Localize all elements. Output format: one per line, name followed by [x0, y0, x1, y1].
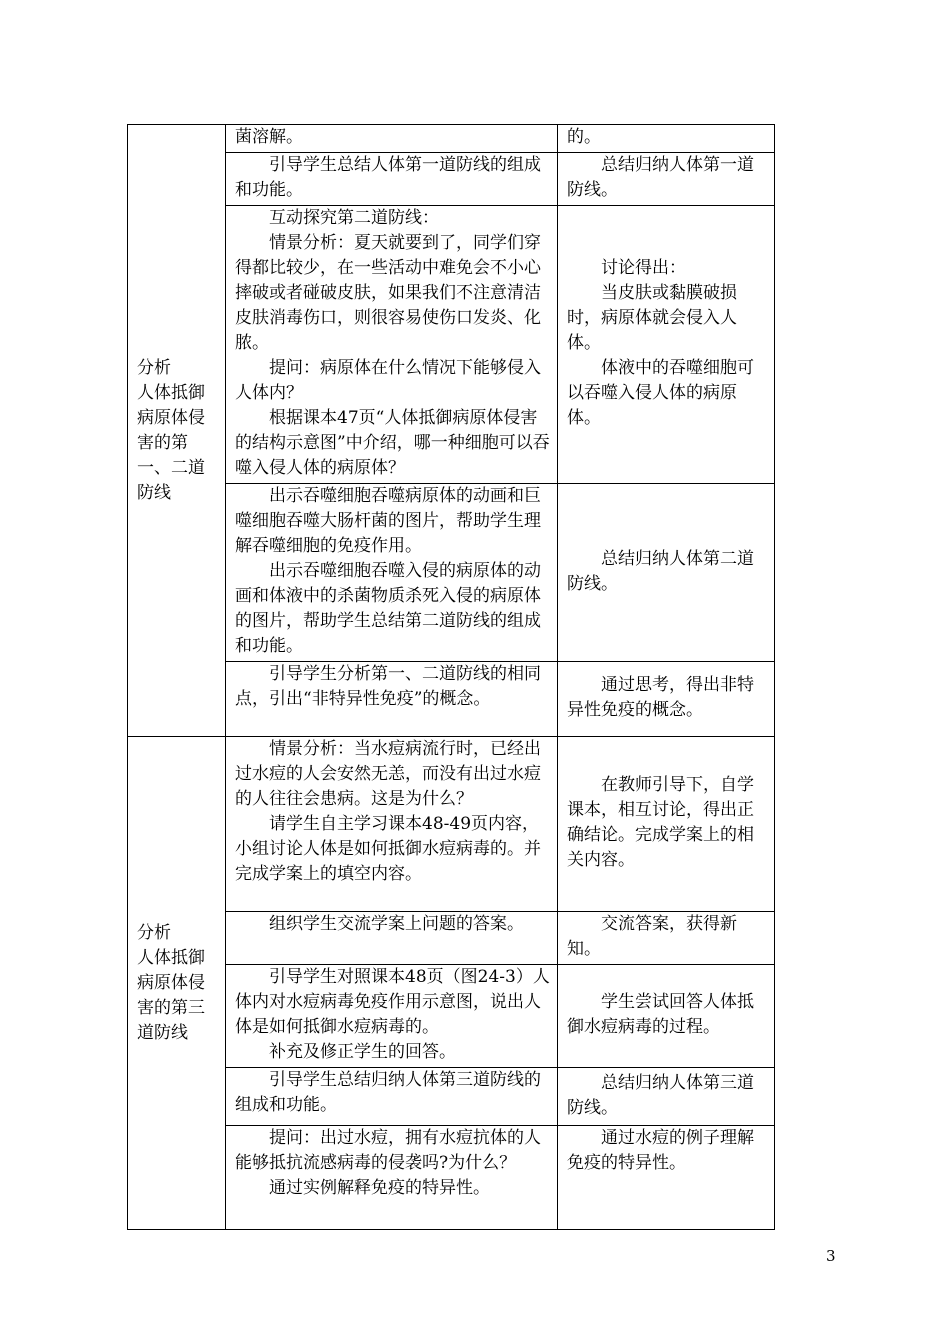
section-title: 分析 人体抵御 病原体侵 害的第三 道防线: [137, 922, 205, 1043]
teacher-activity-cell: [226, 662, 558, 737]
teacher-paragraph: 请学生自主学习课本48-49页内容，小组讨论人体是如何抵御水痘病毒的。并完成学案上的填空内容。: [235, 814, 541, 884]
teacher-paragraph: 情景分析：夏天就要到了，同学们穿得都比较少，在一些活动中难免会不小心摔破或者碰破皮肤，如果我们不注意清洁皮肤消毒伤口，则很容易使伤口发炎、化脓。: [235, 233, 541, 353]
student-activity-cell: [558, 965, 775, 1068]
teacher-paragraph: 组织学生交流学案上问题的答案。: [269, 914, 524, 934]
teacher-paragraph: 菌溶解。: [235, 127, 303, 147]
student-activity-cell: [558, 912, 775, 965]
student-paragraph: 总结归纳人体第一道防线。: [567, 155, 754, 200]
student-paragraph: 交流答案，获得新知。: [567, 914, 737, 959]
table-row: [128, 125, 775, 153]
student-paragraph: 的。: [567, 127, 601, 147]
student-activity-cell: [558, 1068, 775, 1126]
teacher-paragraph: 互动探究第二道防线：: [269, 208, 439, 228]
teacher-paragraph: 根据课本47页“人体抵御病原体侵害的结构示意图”中介绍，哪一种细胞可以吞噬入侵人体的病原体？: [235, 408, 550, 478]
teacher-paragraph: 补充及修正学生的回答。: [269, 1042, 456, 1062]
table-row: [128, 662, 775, 737]
student-paragraph: 学生尝试回答人体抵御水痘病毒的过程。: [567, 992, 754, 1037]
section-title: 分析 人体抵御 病原体侵 害的第 一、二道 防线: [137, 357, 205, 503]
teacher-paragraph: 引导学生总结归纳人体第三道防线的组成和功能。: [235, 1070, 541, 1115]
page-number: 3: [826, 1247, 836, 1265]
teacher-paragraph: 提问：出过水痘，拥有水痘抗体的人能够抵抗流感病毒的侵袭吗?为什么？: [235, 1128, 541, 1173]
teacher-paragraph: 引导学生总结人体第一道防线的组成和功能。: [235, 155, 541, 200]
teacher-activity-cell: [226, 1126, 558, 1230]
student-activity-cell: [558, 125, 775, 153]
table-row: [128, 1068, 775, 1126]
student-paragraph: 通过水痘的例子理解免疫的特异性。: [567, 1128, 754, 1173]
teacher-paragraph: 引导学生分析第一、二道防线的相同点，引出“非特异性免疫”的概念。: [235, 664, 541, 709]
section-label: [128, 737, 226, 1230]
student-activity-cell: [558, 1126, 775, 1230]
table-row: [128, 737, 775, 912]
teacher-activity-cell: [226, 965, 558, 1068]
teacher-activity-cell: [226, 737, 558, 912]
student-paragraph: 通过思考，得出非特异性免疫的概念。: [567, 675, 754, 720]
teacher-activity-cell: [226, 1068, 558, 1126]
student-paragraph: 当皮肤或黏膜破损时，病原体就会侵入人体。: [567, 283, 737, 353]
teacher-activity-cell: [226, 206, 558, 484]
lesson-plan-table: [127, 124, 775, 1230]
teacher-paragraph: 出示吞噬细胞吞噬入侵的病原体的动画和体液中的杀菌物质杀死入侵的病原体的图片，帮助学生总结第二道防线的组成和功能。: [235, 561, 541, 656]
student-activity-cell: [558, 662, 775, 737]
student-paragraph: 在教师引导下，自学课本，相互讨论，得出正确结论。完成学案上的相关内容。: [567, 775, 754, 870]
teacher-paragraph: 通过实例解释免疫的特异性。: [269, 1178, 490, 1198]
student-paragraph: 总结归纳人体第三道防线。: [567, 1072, 754, 1118]
teacher-paragraph: 出示吞噬细胞吞噬病原体的动画和巨噬细胞吞噬大肠杆菌的图片，帮助学生理解吞噬细胞的免疫作用。: [235, 486, 541, 556]
table-row: [128, 206, 775, 484]
teacher-paragraph: 引导学生对照课本48页（图24-3）人体内对水痘病毒免疫作用示意图，说出人体是如何抵御水痘病毒的。: [235, 967, 550, 1037]
student-paragraph: 总结归纳人体第二道防线。: [567, 548, 754, 594]
teacher-activity-cell: [226, 912, 558, 965]
teacher-activity-cell: [226, 153, 558, 206]
table-row: [128, 153, 775, 206]
section-label: [128, 125, 226, 737]
student-paragraph: 体液中的吞噬细胞可以吞噬入侵人体的病原体。: [567, 358, 754, 428]
student-activity-cell: [558, 206, 775, 484]
table-row: [128, 484, 775, 662]
teacher-activity-cell: [226, 484, 558, 662]
student-paragraph: 讨论得出：: [601, 258, 686, 278]
student-activity-cell: [558, 737, 775, 912]
teacher-paragraph: 提问：病原体在什么情况下能够侵入人体内？: [235, 358, 541, 403]
table-row: [128, 1126, 775, 1230]
student-activity-cell: [558, 153, 775, 206]
student-activity-cell: [558, 484, 775, 662]
table-row: [128, 912, 775, 965]
teacher-paragraph: 情景分析：当水痘病流行时，已经出过水痘的人会安然无恙，而没有出过水痘的人往往会患病。这是为什么？: [235, 739, 541, 809]
teacher-activity-cell: [226, 125, 558, 153]
table-row: [128, 965, 775, 1068]
